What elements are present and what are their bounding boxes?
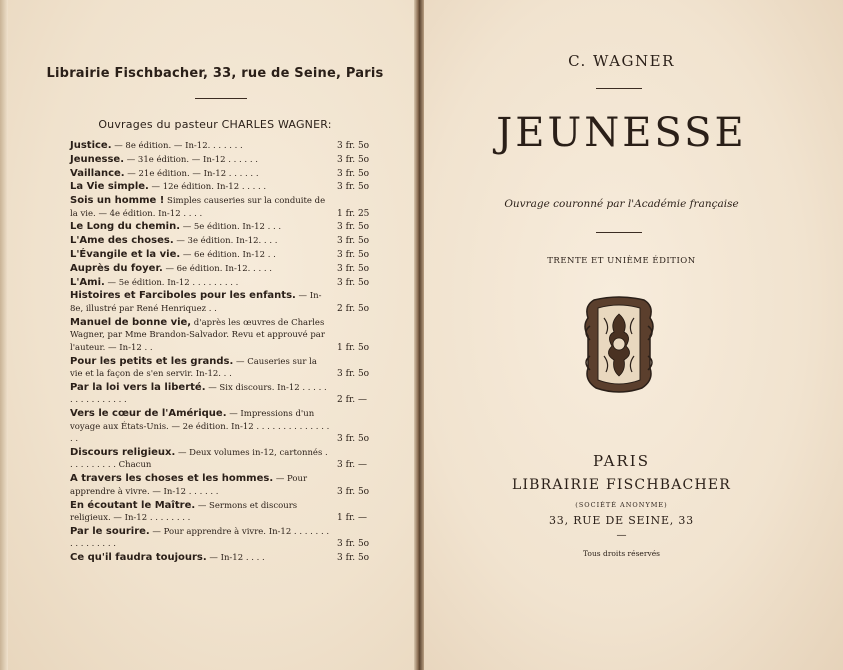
award-rule: [596, 232, 642, 233]
work-price: 3 fr. 5o: [337, 168, 370, 179]
work-title: Sois un homme !: [70, 195, 165, 207]
work-detail: — Sermons et discours religieux. — In-12 . . . . . . . .: [70, 500, 298, 524]
work-entry-text: [70, 195, 337, 220]
work-detail: — 6e édition. In-12 . .: [180, 250, 276, 261]
work-entry: [70, 235, 375, 248]
work-entry: [70, 447, 375, 472]
work-title: Ce qu'il faudra toujours.: [70, 552, 207, 564]
header-rule: [195, 98, 247, 99]
work-entry-text: [70, 181, 337, 194]
work-detail: — 6e édition. In-12. . . . .: [162, 263, 272, 274]
imprint-company-type: (SOCIÉTÉ ANONYME): [575, 501, 668, 509]
work-entry: [70, 195, 375, 220]
work-entry-text: [70, 356, 337, 381]
work-entry: [70, 290, 375, 315]
work-price: 3 fr. 5o: [337, 539, 370, 550]
work-detail: — Pour apprendre à vivre. — In-12 . . . . . .: [70, 474, 308, 497]
work-entry-text: [70, 317, 337, 355]
work-entry-text: [70, 447, 337, 472]
work-detail: — 5e édition. In-12 . . .: [180, 222, 282, 233]
work-title: Manuel de bonne vie,: [70, 316, 192, 328]
works-heading: Ouvrages du pasteur CHARLES WAGNER:: [98, 118, 332, 131]
award-line: Ouvrage couronné par l'Académie française: [504, 198, 739, 210]
work-price: 3 fr. 5o: [337, 369, 370, 380]
work-entry: [70, 154, 375, 167]
work-entry: [70, 263, 375, 276]
works-list: [70, 140, 375, 566]
work-detail: — 3e édition. In-12. . . .: [173, 236, 278, 247]
work-title: La Vie simple.: [70, 181, 149, 193]
work-price: 1 fr. —: [337, 513, 367, 524]
work-detail: — In-12 . . . .: [206, 553, 265, 564]
work-entry: [70, 317, 375, 355]
work-entry-text: [70, 168, 337, 181]
work-entry-text: [70, 526, 337, 551]
work-title: Vaillance.: [70, 167, 125, 179]
work-title: Auprès du foyer.: [70, 262, 163, 274]
work-entry: [70, 473, 375, 498]
work-price: 3 fr. 5o: [337, 553, 370, 564]
work-title: En écoutant le Maître.: [70, 499, 196, 511]
work-price: 3 fr. 5o: [337, 250, 370, 261]
work-title: L'Ame des choses.: [70, 235, 174, 247]
work-entry: [70, 221, 375, 234]
work-entry: [70, 408, 375, 446]
work-entry: [70, 277, 375, 290]
imprint-dash: —: [616, 530, 627, 541]
imprint-address: 33, RUE DE SEINE, 33: [549, 514, 694, 527]
book-title: JEUNESSE: [496, 110, 747, 156]
work-price: 2 fr. —: [337, 395, 367, 406]
author-rule: [596, 88, 642, 89]
work-title: Par le sourire.: [70, 525, 150, 537]
work-entry-text: [70, 221, 337, 234]
work-entry: [70, 526, 375, 551]
work-entry-text: [70, 140, 337, 153]
imprint-city: PARIS: [592, 452, 651, 470]
work-detail: — Causeries sur la vie et la façon de s'en servir. In-12. . .: [70, 356, 317, 380]
work-detail: — In-8e, illustré par René Henriquez . .: [70, 291, 322, 314]
work-title: L'Ami.: [70, 276, 105, 288]
work-detail: — Deux volumes in-12, cartonnés . . . . . . . . . . Chacun: [70, 447, 328, 471]
work-detail: Simples causeries sur la conduite de la vie. — 4e édition. In-12 . . . .: [70, 196, 326, 219]
imprint-publisher: LIBRAIRIE FISCHBACHER: [511, 477, 732, 493]
work-title: Discours religieux.: [70, 446, 176, 458]
work-title: L'Évangile et la vie.: [70, 249, 181, 261]
left-page-edge: [0, 0, 8, 670]
work-title: Jeunesse.: [70, 153, 125, 165]
work-entry: [70, 382, 375, 407]
work-entry-text: [70, 277, 337, 290]
work-detail: — 8e édition. — In-12. . . . . . .: [111, 141, 243, 151]
work-price: 3 fr. 5o: [337, 154, 370, 165]
work-title: Histoires et Farciboles pour les enfants.: [70, 290, 296, 302]
work-price: 2 fr. 5o: [337, 303, 370, 314]
work-entry-text: [70, 408, 337, 446]
work-price: 3 fr. —: [337, 460, 367, 471]
work-entry: [70, 181, 375, 194]
work-title: Pour les petits et les grands.: [70, 355, 234, 367]
work-price: 3 fr. 5o: [337, 263, 370, 274]
work-price: 3 fr. 5o: [337, 141, 370, 151]
work-entry-text: [70, 552, 337, 565]
work-detail: — Impressions d'un voyage aux États-Unis. — 2e édition. In-12 . . . . . . . . . . . . . . . .: [70, 409, 330, 445]
work-price: 3 fr. 5o: [337, 182, 370, 193]
work-title: Vers le cœur de l'Amérique.: [70, 408, 227, 420]
book-gutter: [414, 0, 424, 670]
work-detail: — 12e édition. In-12 . . . . .: [148, 182, 267, 193]
work-detail: — Six discours. In-12 . . . . . . . . . . . . . . . .: [70, 382, 327, 406]
work-price: 3 fr. 5o: [337, 486, 370, 497]
work-entry-text: [70, 473, 337, 498]
work-detail: — 21e édition. — In-12 . . . . . .: [124, 168, 259, 179]
work-entry-text: [70, 249, 337, 262]
work-title: Justice.: [70, 140, 112, 151]
work-entry-text: [70, 263, 337, 276]
work-price: 3 fr. 5o: [337, 277, 370, 288]
publisher-header: Librairie Fischbacher, 33, rue de Seine, Paris: [46, 66, 384, 81]
work-entry-text: [70, 290, 337, 315]
work-entry-text: [70, 500, 337, 525]
work-entry: [70, 168, 375, 181]
work-price: 3 fr. 5o: [337, 434, 370, 445]
printer-device-ornament-icon: [580, 296, 658, 394]
work-title: A travers les choses et les hommes.: [70, 473, 274, 485]
work-entry-text: [70, 154, 337, 167]
work-entry: [70, 356, 375, 381]
work-entry: [70, 249, 375, 262]
work-price: 1 fr. 25: [337, 208, 370, 219]
work-price: 3 fr. 5o: [337, 222, 370, 233]
work-detail: — 31e édition. — In-12 . . . . . .: [124, 154, 258, 165]
work-title: Le Long du chemin.: [70, 221, 180, 233]
work-detail: — Pour apprendre à vivre. In-12 . . . . . . . . . . . . . . . .: [70, 526, 330, 550]
work-entry-text: [70, 382, 337, 407]
edition-line: TRENTE ET UNIÈME ÉDITION: [547, 256, 696, 266]
work-price: 1 fr. 5o: [337, 342, 370, 353]
author-name: C. WAGNER: [568, 52, 675, 70]
work-detail: — 5e édition. In-12 . . . . . . . . .: [104, 277, 239, 288]
work-entry: [70, 500, 375, 525]
rights-notice: Tous droits réservés: [583, 549, 660, 558]
work-detail: d'après les œuvres de Charles Wagner, par Mme Brandon-Salvador. Revu et approuvé par l'auteur. — In-12 . .: [70, 317, 325, 353]
work-entry-text: [70, 235, 337, 248]
work-entry: [70, 552, 375, 565]
work-entry: [70, 140, 375, 153]
work-title: Par la loi vers la liberté.: [70, 381, 206, 393]
work-price: 3 fr. 5o: [337, 236, 370, 247]
